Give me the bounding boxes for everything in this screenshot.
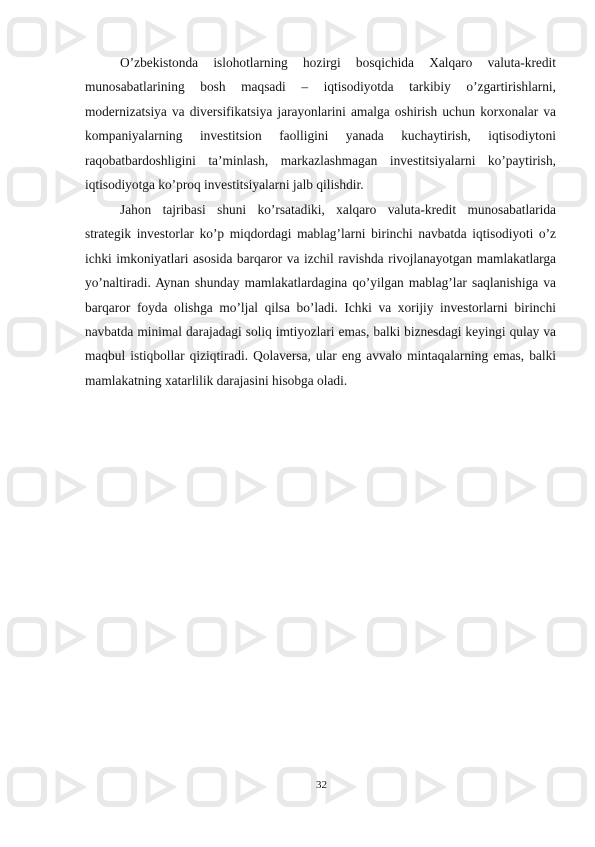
watermark-tile [550,620,595,654]
watermark-tile [550,470,595,504]
paragraph-1: O’zbekistonda islohotlarning hozirgi bosqichida Xalqaro valuta-kredit munosabatlarining bosh maqsadi – iqtisodiyotda tarkibiy o’zgartirishlarni, modernizatsiya va diversifikatsiya jarayonlarini amalga oshirish uchun korxonalar va kompaniyalarning investitsion faolligini yanada kuchaytirish, iqtisodiytoni raqobatbardoshligini ta’minlash, markazlashmagan investitsiyalarni ko’paytirish, iqtisodiyotga ko’proq investitsiyalarni jalb qilishdir. [85,55,556,193]
watermark-tile [10,620,82,654]
watermark-tile [280,470,352,504]
watermark-tile [10,320,82,354]
watermark-tile [280,620,352,654]
watermark-tile [100,620,172,654]
watermark-tile [370,620,442,654]
watermark-tile [460,470,532,504]
watermark-tile [460,20,532,54]
watermark-tile [10,170,82,204]
watermark-tile [550,20,595,54]
watermark-tile [10,470,82,504]
watermark-tile [190,20,262,54]
watermark-tile [370,20,442,54]
paragraph-2: Jahon tajribasi shuni ko’rsatadiki, xalqaro valuta-kredit munosabatlarida strategik investorlar ko’p miqdordagi mablag’larni birinchi navbatda iqtisodiyoti o’z ichki imkoniyatlari asosida barqaror va izchil ravishda rivojlanayotgan mamlakatlarga yo’naltiradi. Aynan shunday mamlakatlardagina qo’yilgan mablag’lar saqlanishiga va barqaror foyda olishga mo’ljal qilsa bo’ladi. Ichki va xorijiy investorlarni birinchi navbatda minimal darajadagi soliq imtiyozlari emas, balki biznesdagi keyingi qulay va maqbul istiqbollar qiziqtiradi. Qolaversa, ular eng avvalo mintaqalarning emas, balki mamlakatning xatarlilik darajasini hisobga oladi. [85,201,556,388]
watermark-tile [550,320,595,354]
watermark-tile [550,170,595,204]
watermark-tile [100,470,172,504]
watermark-tile [190,620,262,654]
watermark-tile [370,470,442,504]
watermark-tile [190,470,262,504]
watermark-tile [280,20,352,54]
watermark-tile [460,620,532,654]
page-body [85,51,556,393]
page-number: 32 [316,779,327,791]
watermark-tile [100,20,172,54]
watermark-tile [10,20,82,54]
